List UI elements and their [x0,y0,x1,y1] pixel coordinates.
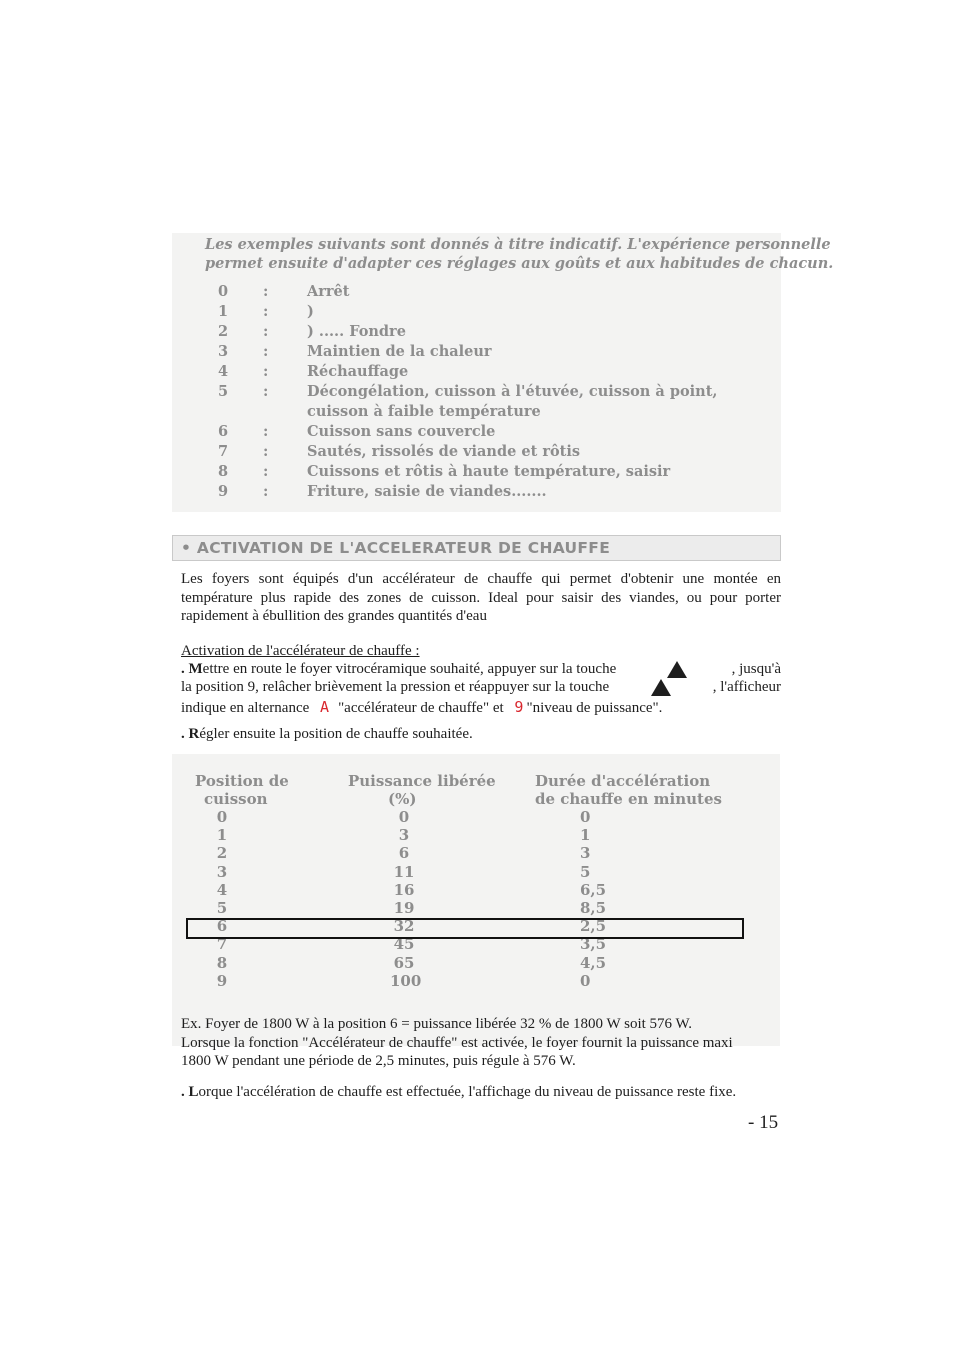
section-header [172,535,781,561]
section-title: • ACTIVATION DE L'ACCELERATEUR DE CHAUFFE [181,539,611,557]
level-number: 6 [218,423,229,440]
level-number: 4 [218,363,229,380]
level-colon: : [263,443,269,460]
cell-position: 6 [216,917,228,936]
level-description: Maintien de la chaleur [307,343,492,360]
step1-text-c: la position 9, relâcher brièvement la pression et réappuyer sur la touche [181,679,610,695]
intro-line-2: permet ensuite d'adapter ces réglages aux goûts et aux habitudes de chacun. [205,255,834,272]
header-position-line1: Position de [195,772,289,790]
level-description: ) ..... Fondre [307,323,406,340]
step1-text-d: , l'afficheur [712,679,781,695]
note-prefix: . [181,1084,189,1100]
example-line-2: Lorsque la fonction "Accélérateur de chauffe" est activée, le foyer fournit la puissance maxi [181,1035,733,1051]
step1-text-a: ettre en route le foyer vitrocéramique souhaité, appuyer sur la touche [202,661,617,677]
cell-power: 19 [393,899,415,917]
intro-paragraph: Les foyers sont équipés d'un accélérateur de chauffe qui permet d'obtenir une montée en température plus rapide des zones de cuisson. Ideal pour saisir des viandes, ou pour porter rapidement à ébullition des grandes quantités d'eau [181,571,781,624]
example-line-1: Ex. Foyer de 1800 W à la position 6 = puissance libérée 32 % de 1800 W soit 576 W. [181,1016,693,1032]
level-description: Cuisson sans couvercle [307,423,496,440]
cell-power: 65 [393,953,415,972]
step1-line3 [181,698,662,717]
level-number: 0 [218,283,229,300]
level-description: Réchauffage [307,363,409,380]
cell-position: 9 [216,971,228,990]
step1-line2 [181,679,781,700]
cell-duration: 3,5 [580,935,607,954]
cell-power: 32 [393,917,415,936]
header-power-line2: (%) [388,790,417,808]
level-description: Sautés, rissolés de viande et rôtis [307,443,581,460]
header-duration-line2: de chauffe en minutes [535,790,722,808]
level-number: 8 [218,463,229,480]
step1-text-e: indique en alternance [181,700,310,716]
level-colon: : [263,383,269,400]
level-description-cont: cuisson à faible température [307,403,541,420]
step1-text-b: , jusqu'à [731,661,781,677]
cell-duration: 8,5 [580,899,607,917]
level-description: Arrêt [307,283,350,300]
cell-power: 0 [398,808,410,826]
example-line-3: 1800 W pendant une période de 2,5 minutes, puis régule à 576 W. [181,1053,576,1069]
cell-duration: 0 [580,971,591,990]
level-colon: : [263,303,269,320]
level-colon: : [263,463,269,480]
cell-position: 5 [216,899,228,917]
cell-power: 16 [393,880,415,899]
header-power-line1: Puissance libérée [348,772,496,790]
highlighted-row-frame [186,918,744,939]
step2-initial: R [188,726,200,742]
cell-duration: 1 [580,826,591,845]
intro-line-1: Les exemples suivants sont donnés à titre indicatif. L'expérience personnelle [205,236,831,253]
level-number: 3 [218,343,229,360]
cell-position: 3 [216,862,228,881]
level-number: 2 [218,323,229,340]
level-description: Friture, saisie de viandes....... [307,483,547,500]
note-initial: L [188,1084,199,1100]
step2-line [181,726,473,743]
level-description: Décongélation, cuisson à l'étuvée, cuisson à point, [307,383,718,400]
level-colon: : [263,323,269,340]
level-number: 5 [218,383,229,400]
cell-power: 3 [398,826,410,845]
level-number: 1 [218,303,229,320]
step2-prefix: . [181,726,189,742]
level-colon: : [263,343,269,360]
cell-power: 100 [390,971,422,990]
cell-power: 11 [393,862,415,881]
cell-duration: 4,5 [580,953,607,972]
cell-position: 2 [216,844,228,863]
up-arrow-key-icon [667,661,687,678]
display-a-icon: A [320,698,330,716]
cell-position: 0 [216,808,228,826]
step1-initial: M [188,661,203,677]
page-number: - 15 [748,1112,779,1133]
step1-prefix: . [181,661,189,677]
up-arrow-key-icon [651,679,671,696]
header-duration-line1: Durée d'accélération [535,772,711,790]
level-colon: : [263,283,269,300]
note-text: orque l'accélération de chauffe est effectuée, l'affichage du niveau de puissance reste fixe. [198,1084,737,1100]
cell-duration: 3 [580,844,591,863]
level-colon: : [263,483,269,500]
cell-duration: 0 [580,808,591,826]
level-number: 7 [218,443,229,460]
level-colon: : [263,363,269,380]
step2-text: égler ensuite la position de chauffe souhaitée. [199,726,473,742]
cell-duration: 5 [580,862,591,881]
cell-duration: 6,5 [580,880,607,899]
level-number: 9 [218,483,229,500]
level-description: ) [307,303,314,320]
header-position-line2: cuisson [204,790,268,808]
cell-position: 8 [216,953,228,972]
step1-text-g: "niveau de puissance". [526,700,663,716]
display-9-icon: 9 [514,698,524,716]
level-colon: : [263,423,269,440]
cell-power: 6 [398,844,410,863]
cell-position: 7 [216,935,228,954]
cell-position: 1 [216,826,228,845]
step1-text-f: "accélérateur de chauffe" et [338,700,504,716]
sub-heading: Activation de l'accélérateur de chauffe : [181,643,420,659]
cell-duration: 2,5 [580,917,607,936]
cell-power: 45 [393,935,415,954]
level-description: Cuissons et rôtis à haute température, saisir [307,463,671,480]
note-line [181,1083,736,1102]
cell-position: 4 [216,880,228,899]
